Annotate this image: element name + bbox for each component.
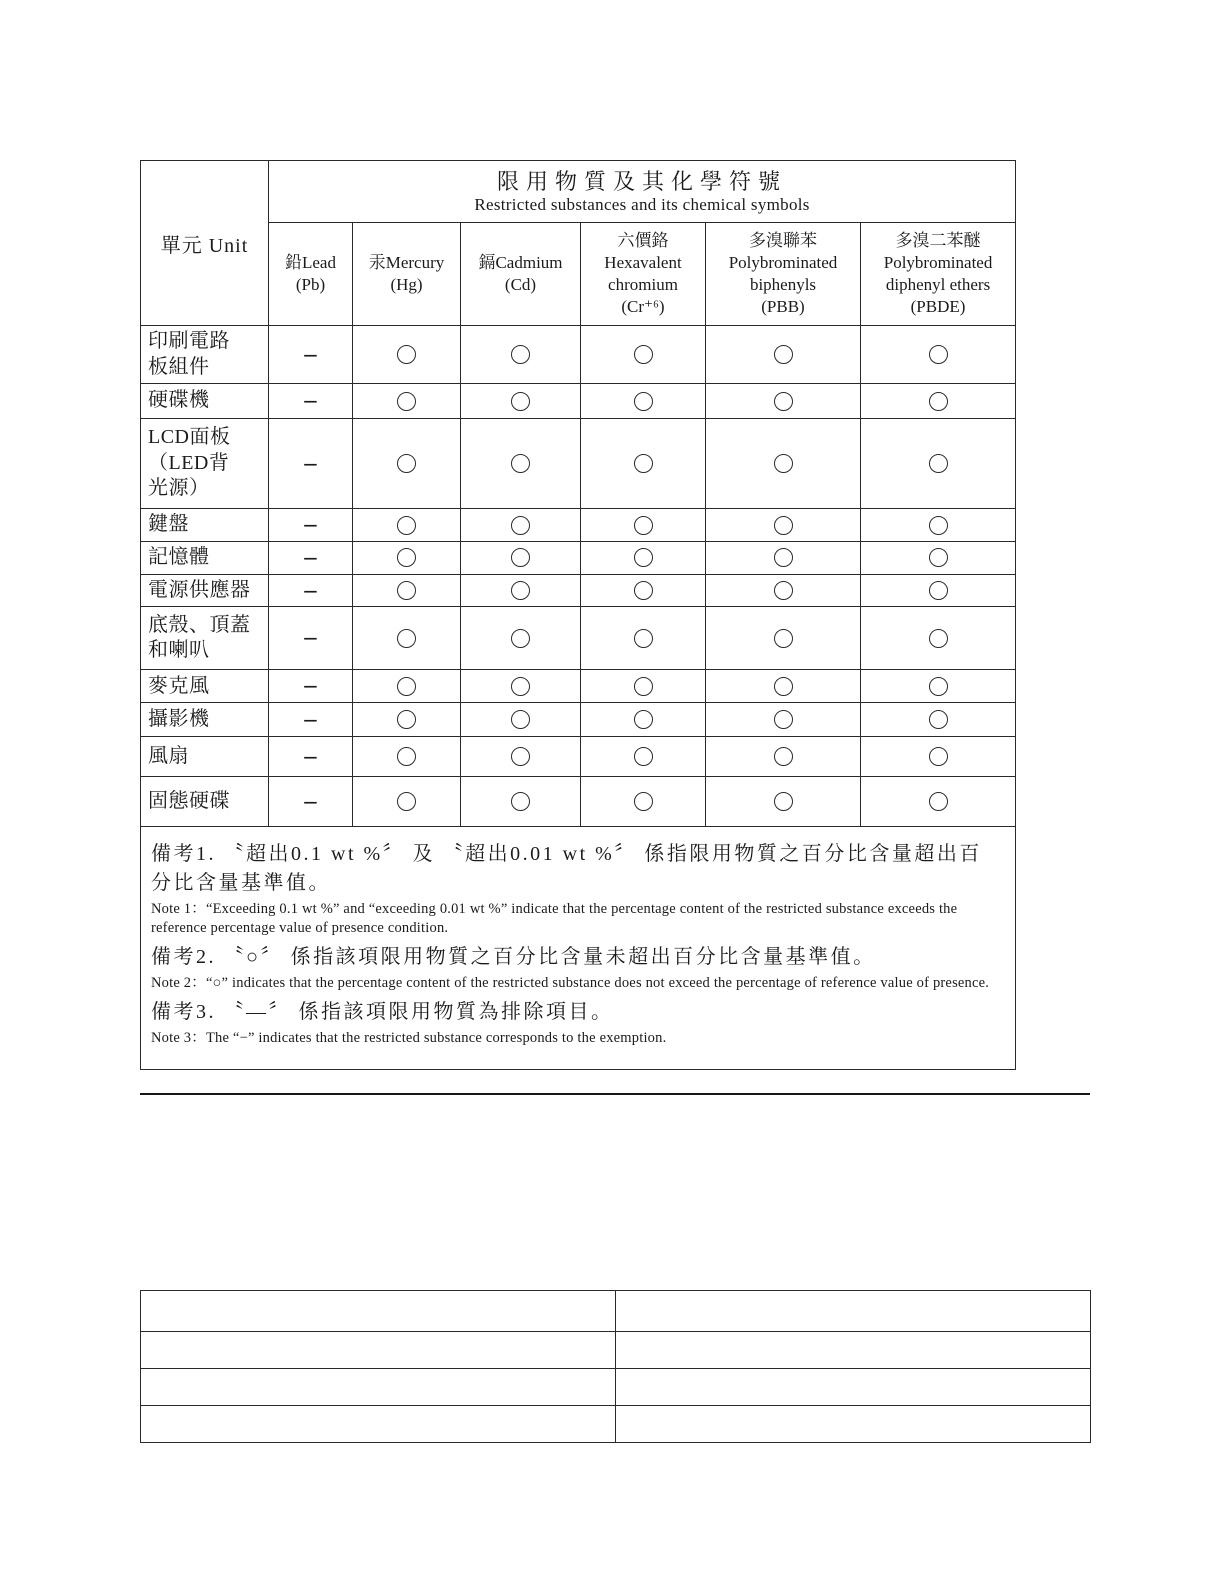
- circle-icon: [511, 516, 530, 535]
- circle-icon: [774, 677, 793, 696]
- dash-icon: −: [302, 744, 319, 769]
- pass-circle: [861, 574, 1016, 607]
- circle-icon: [634, 392, 653, 411]
- dash-icon: −: [302, 789, 319, 814]
- circle-icon: [397, 792, 416, 811]
- circle-icon: [511, 548, 530, 567]
- empty-table-row: [141, 1369, 1091, 1406]
- circle-icon: [634, 581, 653, 600]
- empty-table-row: [141, 1291, 1091, 1332]
- pass-circle: [706, 419, 861, 509]
- note-2-zh: 備考2. 〝○〞 係指該項限用物質之百分比含量未超出百分比含量基準值。: [151, 946, 876, 969]
- pass-circle: [581, 419, 706, 509]
- restricted-substances-table: [140, 160, 1016, 1070]
- substance-row: [141, 542, 1016, 575]
- circle-icon: [774, 345, 793, 364]
- pass-circle: [861, 509, 1016, 542]
- circle-icon: [397, 581, 416, 600]
- pass-circle: [706, 574, 861, 607]
- dash-icon: −: [302, 545, 319, 570]
- circle-icon: [929, 710, 948, 729]
- exempt-dash: [269, 777, 353, 827]
- pass-circle: [861, 542, 1016, 575]
- pass-circle: [861, 703, 1016, 737]
- exempt-dash: [269, 607, 353, 670]
- unit-name: 麥克風: [141, 670, 269, 703]
- pass-circle: [461, 509, 581, 542]
- circle-icon: [634, 792, 653, 811]
- pass-circle: [706, 509, 861, 542]
- note-2-en: Note 2：“○” indicates that the percentage content of the restricted substance does not exceed the percentage of reference value of presence.: [151, 975, 990, 992]
- circle-icon: [929, 629, 948, 648]
- pass-circle: [861, 326, 1016, 384]
- circle-icon: [511, 710, 530, 729]
- circle-icon: [929, 516, 948, 535]
- circle-icon: [634, 345, 653, 364]
- substance-column-header-1: 鉛Lead (Pb): [269, 223, 353, 326]
- circle-icon: [929, 454, 948, 473]
- empty-cell: [141, 1406, 616, 1443]
- substance-row: [141, 777, 1016, 827]
- unit-name: LCD面板 （LED背 光源）: [141, 419, 269, 509]
- pass-circle: [353, 703, 461, 737]
- exempt-dash: [269, 509, 353, 542]
- pass-circle: [353, 384, 461, 419]
- substance-row: [141, 703, 1016, 737]
- table-header-row-top: [141, 161, 1016, 223]
- circle-icon: [929, 677, 948, 696]
- exempt-dash: [269, 326, 353, 384]
- pass-circle: [581, 542, 706, 575]
- circle-icon: [511, 677, 530, 696]
- notes-row: [141, 827, 1016, 1069]
- pass-circle: [353, 737, 461, 777]
- pass-circle: [353, 509, 461, 542]
- pass-circle: [861, 670, 1016, 703]
- circle-icon: [774, 710, 793, 729]
- note-3-en: Note 3：The “−” indicates that the restricted substance corresponds to the exemption.: [151, 1029, 667, 1046]
- pass-circle: [581, 737, 706, 777]
- circle-icon: [511, 454, 530, 473]
- circle-icon: [929, 792, 948, 811]
- pass-circle: [461, 670, 581, 703]
- exempt-dash: [269, 737, 353, 777]
- empty-cell: [616, 1369, 1091, 1406]
- unit-name: 風扇: [141, 737, 269, 777]
- unit-column-header: 單元 Unit: [141, 161, 269, 326]
- circle-icon: [634, 747, 653, 766]
- pass-circle: [861, 777, 1016, 827]
- pass-circle: [461, 542, 581, 575]
- pass-circle: [461, 777, 581, 827]
- circle-icon: [397, 548, 416, 567]
- substance-column-header-5: 多溴聯苯 Polybrominated biphenyls (PBB): [706, 223, 861, 326]
- pass-circle: [581, 384, 706, 419]
- pass-circle: [861, 419, 1016, 509]
- unit-name: 記憶體: [141, 542, 269, 575]
- empty-cell: [616, 1291, 1091, 1332]
- circle-icon: [929, 747, 948, 766]
- substance-row: [141, 326, 1016, 384]
- circle-icon: [774, 548, 793, 567]
- pass-circle: [706, 542, 861, 575]
- circle-icon: [774, 629, 793, 648]
- pass-circle: [353, 542, 461, 575]
- pass-circle: [706, 703, 861, 737]
- circle-icon: [511, 792, 530, 811]
- circle-icon: [511, 629, 530, 648]
- pass-circle: [581, 607, 706, 670]
- circle-icon: [397, 392, 416, 411]
- pass-circle: [706, 777, 861, 827]
- note-1-zh: 備考1. 〝超出0.1 wt %〞 及 〝超出0.01 wt %〞 係指限用物質之百分比含量超出百分比含量基準值。: [151, 843, 982, 895]
- unit-name: 印刷電路 板組件: [141, 326, 269, 384]
- circle-icon: [397, 710, 416, 729]
- circle-icon: [929, 548, 948, 567]
- circle-icon: [397, 345, 416, 364]
- circle-icon: [634, 516, 653, 535]
- circle-icon: [774, 747, 793, 766]
- pass-circle: [353, 574, 461, 607]
- substance-column-header-2: 汞Mercury (Hg): [353, 223, 461, 326]
- empty-bottom-table-body: [141, 1291, 1091, 1443]
- pass-circle: [706, 737, 861, 777]
- substance-row: [141, 737, 1016, 777]
- notes-cell: [141, 827, 1016, 1069]
- unit-name: 攝影機: [141, 703, 269, 737]
- empty-cell: [616, 1406, 1091, 1443]
- exempt-dash: [269, 670, 353, 703]
- exempt-dash: [269, 542, 353, 575]
- unit-name: 固態硬碟: [141, 777, 269, 827]
- pass-circle: [461, 326, 581, 384]
- restricted-substances-header-zh: 限用物質及其化學符號: [497, 168, 788, 194]
- circle-icon: [634, 710, 653, 729]
- substance-column-header-4: 六價鉻 Hexavalent chromium (Cr⁺⁶): [581, 223, 706, 326]
- empty-cell: [141, 1369, 616, 1406]
- dash-icon: −: [302, 707, 319, 732]
- pass-circle: [581, 574, 706, 607]
- exempt-dash: [269, 703, 353, 737]
- exempt-dash: [269, 574, 353, 607]
- pass-circle: [461, 737, 581, 777]
- pass-circle: [461, 574, 581, 607]
- empty-table-row: [141, 1406, 1091, 1443]
- pass-circle: [461, 384, 581, 419]
- circle-icon: [774, 792, 793, 811]
- pass-circle: [353, 419, 461, 509]
- circle-icon: [397, 454, 416, 473]
- dash-icon: −: [302, 513, 319, 538]
- empty-cell: [141, 1332, 616, 1369]
- circle-icon: [397, 677, 416, 696]
- unit-name: 硬碟機: [141, 384, 269, 419]
- pass-circle: [581, 509, 706, 542]
- substance-row: [141, 384, 1016, 419]
- unit-name: 電源供應器: [141, 574, 269, 607]
- pass-circle: [353, 326, 461, 384]
- pass-circle: [581, 703, 706, 737]
- pass-circle: [353, 670, 461, 703]
- substance-row: [141, 509, 1016, 542]
- exempt-dash: [269, 384, 353, 419]
- dash-icon: −: [302, 342, 319, 367]
- note-1-en: Note 1：“Exceeding 0.1 wt %” and “exceeding 0.01 wt %” indicate that the percentage content of the restricted substance exceeds the reference percentage value of presence condition.: [151, 901, 958, 937]
- restricted-substances-header: [269, 161, 1016, 223]
- pass-circle: [861, 384, 1016, 419]
- circle-icon: [929, 345, 948, 364]
- pass-circle: [706, 326, 861, 384]
- unit-name: 底殼、頂蓋 和喇叭: [141, 607, 269, 670]
- pass-circle: [461, 419, 581, 509]
- dash-icon: −: [302, 578, 319, 603]
- circle-icon: [511, 345, 530, 364]
- substance-table-body: [141, 326, 1016, 827]
- substance-column-header-3: 鎘Cadmium (Cd): [461, 223, 581, 326]
- pass-circle: [461, 607, 581, 670]
- circle-icon: [634, 454, 653, 473]
- pass-circle: [581, 670, 706, 703]
- pass-circle: [581, 777, 706, 827]
- restricted-substances-header-en: Restricted substances and its chemical symbols: [474, 194, 810, 214]
- pass-circle: [461, 703, 581, 737]
- empty-cell: [141, 1291, 616, 1332]
- circle-icon: [774, 454, 793, 473]
- pass-circle: [353, 777, 461, 827]
- exempt-dash: [269, 419, 353, 509]
- substance-row: [141, 574, 1016, 607]
- circle-icon: [634, 548, 653, 567]
- circle-icon: [397, 516, 416, 535]
- circle-icon: [397, 629, 416, 648]
- circle-icon: [929, 392, 948, 411]
- circle-icon: [511, 581, 530, 600]
- empty-table-row: [141, 1332, 1091, 1369]
- circle-icon: [634, 629, 653, 648]
- substance-row: [141, 607, 1016, 670]
- dash-icon: −: [302, 626, 319, 651]
- circle-icon: [511, 747, 530, 766]
- circle-icon: [929, 581, 948, 600]
- substance-column-header-row: [141, 223, 1016, 326]
- note-3-zh: 備考3. 〝—〞 係指該項限用物質為排除項目。: [151, 1000, 614, 1023]
- pass-circle: [581, 326, 706, 384]
- pass-circle: [706, 607, 861, 670]
- circle-icon: [511, 392, 530, 411]
- substance-row: [141, 670, 1016, 703]
- pass-circle: [706, 670, 861, 703]
- empty-bottom-table: [140, 1290, 1091, 1443]
- circle-icon: [774, 581, 793, 600]
- circle-icon: [634, 677, 653, 696]
- substance-column-header-6: 多溴二苯醚 Polybrominated diphenyl ethers (PBDE): [861, 223, 1016, 326]
- pass-circle: [706, 384, 861, 419]
- substance-row: [141, 419, 1016, 509]
- pass-circle: [353, 607, 461, 670]
- pass-circle: [861, 607, 1016, 670]
- circle-icon: [774, 516, 793, 535]
- dash-icon: −: [302, 674, 319, 699]
- unit-name: 鍵盤: [141, 509, 269, 542]
- horizontal-divider: [140, 1093, 1090, 1095]
- circle-icon: [774, 392, 793, 411]
- dash-icon: −: [302, 389, 319, 414]
- circle-icon: [397, 747, 416, 766]
- dash-icon: −: [302, 451, 319, 476]
- pass-circle: [861, 737, 1016, 777]
- empty-cell: [616, 1332, 1091, 1369]
